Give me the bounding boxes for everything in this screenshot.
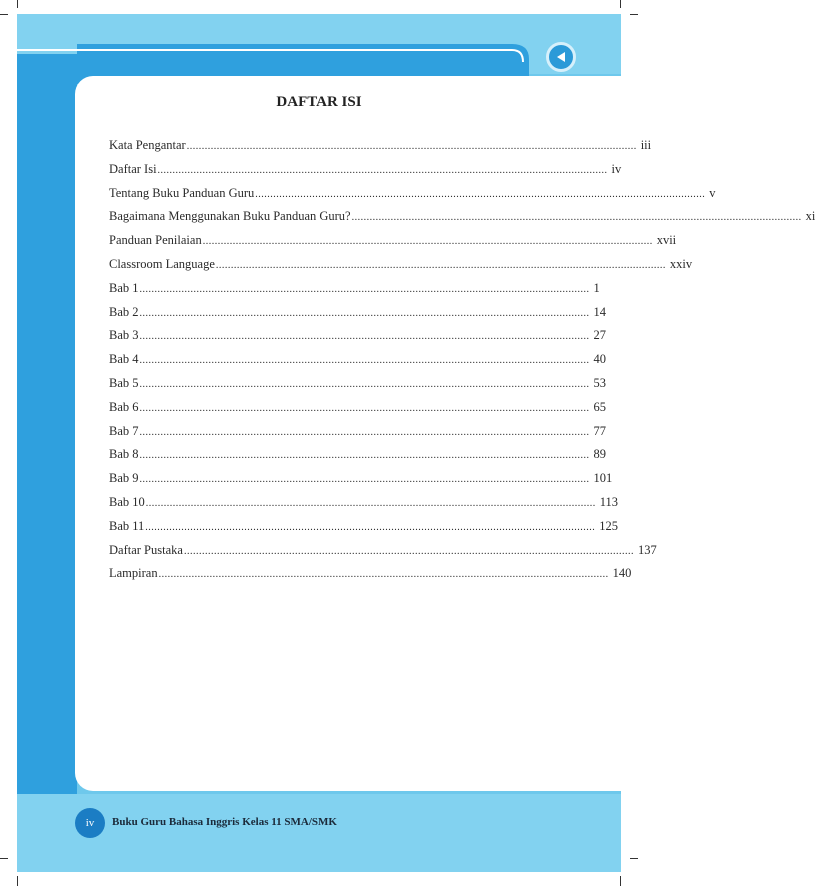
toc-entry-page: 77 [593,423,607,438]
toc-entry[interactable] [109,138,652,162]
toc-entry-page: 40 [593,352,607,367]
toc-entry[interactable] [109,185,716,210]
toc-entry-page: iii [640,138,652,152]
toc-leader-dots: ...................................................................................................................................................... [139,331,590,343]
toc-leader-dots: ...................................................................................................................................................... [139,378,590,390]
toc-leader-dots: ...................................................................................................................................................... [139,355,590,367]
toc-entry-label: Tentang Buku Panduan Guru [109,185,255,200]
back-button[interactable] [546,42,576,72]
toc-entry-label: Bab 5 [109,375,139,390]
toc-entry-page: 65 [593,399,607,414]
toc-entry-label: Lampiran [109,566,158,581]
toc-entry-page: 53 [593,375,607,390]
toc-leader-dots: ...................................................................................................................................................... [186,141,637,152]
toc-entry-page: 89 [593,447,607,462]
toc-leader-dots: ...................................................................................................................................................... [139,474,590,486]
toc-entry[interactable] [109,542,657,567]
toc-entry[interactable] [109,399,607,424]
toc-entry[interactable] [109,280,600,305]
toc-entry-page: 125 [599,518,619,533]
toc-leader-dots: ...................................................................................................................................................... [139,450,590,462]
crop-mark [630,858,638,859]
toc-leader-dots: ...................................................................................................................................................... [183,545,634,557]
footer-band [17,794,621,872]
toc-entry-label: Bab 10 [109,494,145,509]
toc-entry-label: Bab 7 [109,423,139,438]
toc-leader-dots: ...................................................................................................................................................... [157,164,608,176]
toc-leader-dots: ...................................................................................................................................................... [202,236,653,248]
left-band [17,54,77,794]
toc-title: DAFTAR ISI [276,94,362,110]
toc-entry-page: 137 [637,542,657,557]
toc-entry[interactable] [109,423,607,448]
toc-entry-label: Bab 9 [109,471,139,486]
toc-leader-dots: ...................................................................................................................................................... [139,426,590,438]
toc-entry[interactable] [109,352,607,376]
toc-entry-page: iv [611,161,622,176]
toc-entry-label: Classroom Language [109,256,215,271]
crop-mark [0,858,8,859]
toc-entry-page: 1 [593,280,600,295]
toc-entry-label: Daftar Isi [109,161,157,176]
footer-book-title: Buku Guru Bahasa Inggris Kelas 11 SMA/SMK [112,816,337,828]
toc-entry-page: 101 [593,471,613,486]
toc-entry-label: Bab 11 [109,518,145,533]
toc-entry-label: Bab 4 [109,352,139,367]
toc-entry-page: xi [805,209,815,224]
toc-entry[interactable] [109,566,632,590]
page-number: iv [75,808,105,838]
toc-entry[interactable] [109,328,607,352]
toc-entry-label: Bab 1 [109,280,139,295]
crop-mark [17,0,18,8]
toc-entry[interactable] [109,233,677,257]
toc-entry-page: xvii [656,233,677,248]
toc-leader-dots: ...................................................................................................................................................... [145,521,596,533]
crop-mark [17,876,18,886]
toc-leader-dots: ...................................................................................................................................................... [351,212,802,224]
toc-entry-page: 14 [593,304,607,319]
toc-leader-dots: ...................................................................................................................................................... [215,259,666,271]
toc-entry-label: Bab 3 [109,328,139,343]
toc-entry[interactable] [109,209,815,233]
crop-mark [620,876,621,886]
toc-entry-page: 113 [599,494,619,509]
toc-entry-label: Bab 8 [109,447,139,462]
toc-entry[interactable] [109,471,613,495]
toc-leader-dots: ...................................................................................................................................................... [139,402,590,414]
back-arrow-icon [554,50,568,64]
toc-entry-label: Bab 2 [109,304,139,319]
crop-mark [620,0,621,8]
toc-entry-label: Daftar Pustaka [109,542,183,557]
crop-mark [0,14,8,15]
toc-leader-dots: ...................................................................................................................................................... [158,569,609,581]
toc-leader-dots: ...................................................................................................................................................... [145,497,596,509]
toc-entry-page: v [709,185,716,200]
crop-mark [630,14,638,15]
toc-leader-dots: ...................................................................................................................................................... [139,307,590,319]
toc-list [109,138,815,590]
toc-entry[interactable] [109,447,607,471]
toc-entry-label: Bagaimana Menggunakan Buku Panduan Guru? [109,209,351,224]
toc-entry[interactable] [109,518,619,543]
toc-entry[interactable] [109,494,619,519]
toc-entry-label: Bab 6 [109,399,139,414]
toc-entry-page: xxiv [669,256,693,271]
header-curve [17,14,621,84]
toc-entry[interactable] [109,304,607,329]
toc-entry-label: Kata Pengantar [109,138,186,152]
toc-entry[interactable] [109,375,607,400]
toc-entry-page: 140 [612,566,632,581]
toc-leader-dots: ...................................................................................................................................................... [255,188,706,200]
toc-leader-dots: ...................................................................................................................................................... [139,283,590,295]
toc-entry[interactable] [109,161,622,186]
toc-entry[interactable] [109,256,693,281]
toc-entry-label: Panduan Penilaian [109,233,202,248]
toc-entry-page: 27 [593,328,607,343]
